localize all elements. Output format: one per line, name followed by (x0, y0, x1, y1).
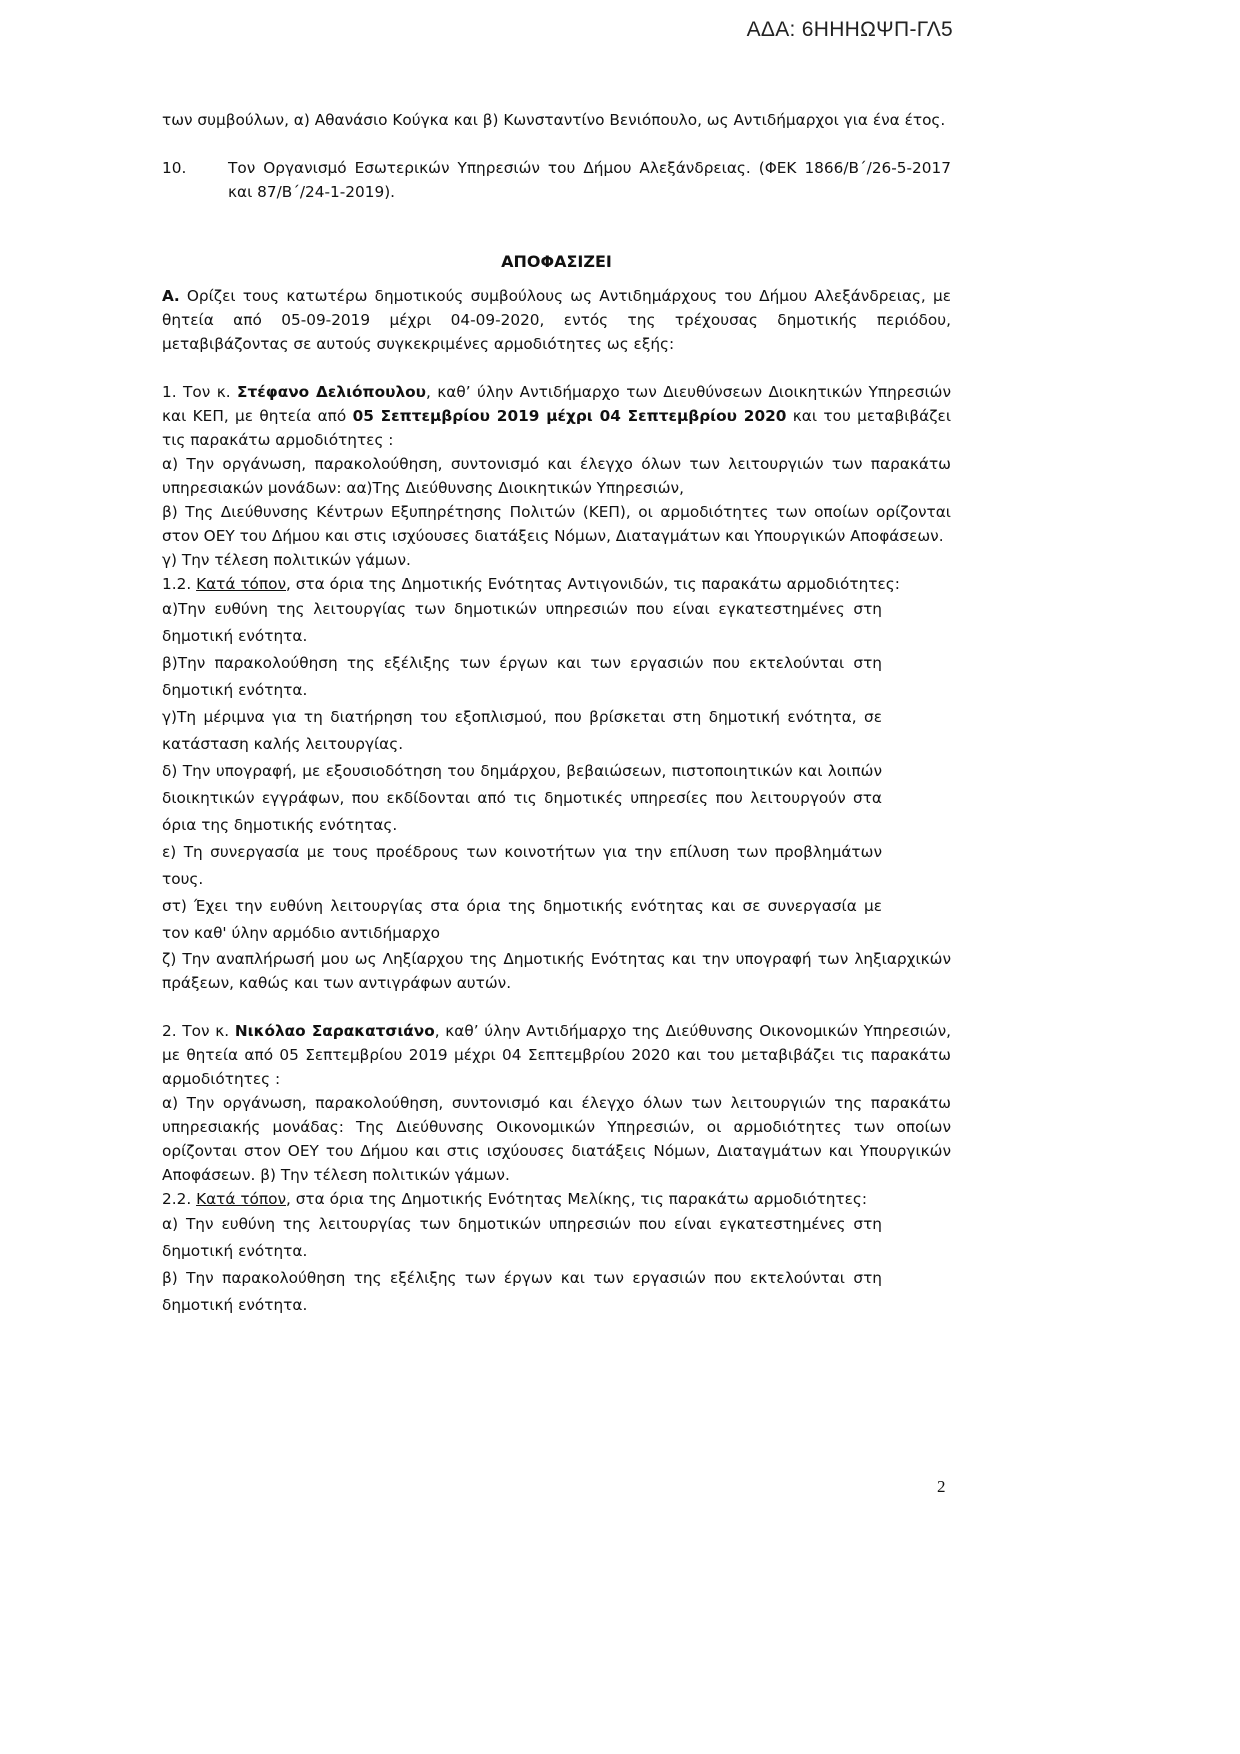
document-body (162, 108, 951, 1319)
section-2-intro (162, 1019, 951, 1091)
list-item: β) Την παρακολούθηση της εξέλιξης των έργων και των εργασιών που εκτελούνται στη δημοτική ενότητα. (162, 1269, 882, 1314)
section-1-2-text: , στα όρια της Δημοτικής Ενότητας Αντιγονιδών, τις παρακάτω αρμοδιότητες: (286, 575, 900, 593)
list-item: α) Την ευθύνη της λειτουργίας των δημοτικών υπηρεσιών που είναι εγκατεστημένες στη δημοτική ενότητα. (162, 1215, 882, 1260)
list-item: γ)Τη μέριμνα για τη διατήρηση του εξοπλισμού, που βρίσκεται στη δημοτική ενότητα, σε κατάσταση καλής λειτουργίας. (162, 708, 882, 753)
list-item: δ) Την υπογραφή, με εξουσιοδότηση του δημάρχου, βεβαιώσεων, πιστοποιητικών και λοιπών διοικητικών εγγράφων, που εκδίδονται από τις δημοτικές υπηρεσίες που λειτουργούν στα όρια της δημοτικής ενότητας. (162, 762, 882, 834)
section-1-term: 05 Σεπτεμβρίου 2019 μέχρι 04 Σεπτεμβρίου 2020 (352, 407, 787, 425)
decision-text: Ορίζει τους κατωτέρω δημοτικούς συμβούλους ως Αντιδημάρχους του Δήμου Αλεξάνδρειας, με θητεία από 05-09-2019 μέχρι 04-09-2020, εντός της τρέχουσας δημοτικής περιόδου, μεταβιβάζοντας σε αυτούς συγκεκριμένες αρμοδιότητες ως εξής: (162, 287, 951, 353)
section-1-2-list (162, 596, 882, 947)
section-2-2-intro (162, 1187, 951, 1211)
paragraph-councillors: των συμβούλων, α) Αθανάσιο Κούγκα και β) Κωνσταντίνο Βενιόπουλο, ως Αντιδήμαρχοι για ένα έτος. (162, 111, 946, 129)
list-item: στ) Έχει την ευθύνη λειτουργίας στα όρια της δημοτικής ενότητας και σε συνεργασία με τον καθ' ύλην αρμόδιο αντιδήμαρχο (162, 897, 882, 942)
section-1-role: , καθ’ ύλην Αντιδήμαρχο των Διευθύνσεων Διοικητικών Υπηρεσιών και ΚΕΠ, με θητεία από (162, 383, 951, 425)
section-2-2-number: 2.2. (162, 1190, 197, 1208)
section-2-2-list (162, 1211, 882, 1319)
ada-code: ΑΔΑ: 6ΗΗΗΩΨΠ-ΓΛ5 (746, 18, 953, 41)
section-1-intro (162, 380, 951, 452)
paragraph-decision-a (162, 284, 951, 356)
section-1-item-a: α) Την οργάνωση, παρακολούθηση, συντονισμό και έλεγχο όλων των λειτουργιών των παρακάτω υπηρεσιακών μονάδων: αα)Της Διεύθυνσης Διοικητικών Υπηρεσιών, (162, 455, 951, 497)
section-2-2-text: , στα όρια της Δημοτικής Ενότητας Μελίκης, τις παρακάτω αρμοδιότητες: (286, 1190, 868, 1208)
decision-heading: ΑΠΟΦΑΣΙΖΕΙ (501, 252, 612, 271)
section-1-item-c: γ) Την τέλεση πολιτικών γάμων. (162, 551, 411, 569)
section-2-item-a: α) Την οργάνωση, παρακολούθηση, συντονισμό και έλεγχο όλων των λειτουργιών της παρακάτω υπηρεσιακής μονάδας: Της Διεύθυνσης Οικονομικών Υπηρεσιών, οι αρμοδιότητες των οποίων ορίζονται στον ΟΕΥ του Δήμου και στις ισχύουσες διατάξεις Νόμων, Διαταγμάτων και Υπουργικών Αποφάσεων. β) Την τέλεση πολιτικών γάμων. (162, 1094, 951, 1184)
section-1-item-b: β) Της Διεύθυνσης Κέντρων Εξυπηρέτησης Πολιτών (ΚΕΠ), οι αρμοδιότητες των οποίων ορίζονται στον ΟΕΥ του Δήμου και στις ισχύουσες διατάξεις Νόμων, Διαταγμάτων και Υπουργικών Αποφάσεων. (162, 503, 951, 545)
item-text: Τον Οργανισμό Εσωτερικών Υπηρεσιών του Δήμου Αλεξάνδρειας. (ΦΕΚ 1866/Β΄/26-5-2017 και 87/Β΄/24-1-2019). (228, 159, 951, 201)
deputy-mayor-name-2: Νικόλαο Σαρακατσιάνο (234, 1022, 435, 1040)
section-1-suffix: και του μεταβιβάζει τις παρακάτω αρμοδιότητες : (162, 407, 952, 449)
item-number: 10. (162, 159, 187, 177)
section-1-2-underlined: Κατά τόπον (196, 575, 287, 593)
page-number: 2 (937, 1477, 946, 1496)
section-2-2-underlined: Κατά τόπον (196, 1190, 287, 1208)
decision-label: Α. (162, 287, 180, 305)
section-2-text: , καθ’ ύλην Αντιδήμαρχο της Διεύθυνσης Οικονομικών Υπηρεσιών, με θητεία από 05 Σεπτεμβρίου 2019 μέχρι 04 Σεπτεμβρίου 2020 και του μεταβιβάζει τις παρακάτω αρμοδιότητες : (162, 1022, 951, 1088)
paragraph-item-10 (162, 156, 951, 204)
section-1-prefix: 1. Τον κ. (162, 383, 238, 401)
deputy-mayor-name-1: Στέφανο Δελιόπουλου (237, 383, 426, 401)
list-item: α)Την ευθύνη της λειτουργίας των δημοτικών υπηρεσιών που είναι εγκατεστημένες στη δημοτική ενότητα. (162, 600, 882, 645)
list-item: ζ) Την αναπλήρωσή μου ως Ληξίαρχου της Δημοτικής Ενότητας και την υπογραφή των ληξιαρχικών πράξεων, καθώς και των αντιγράφων αυτών. (162, 950, 951, 992)
section-1-2-number: 1.2. (162, 575, 197, 593)
section-2-prefix: 2. Τον κ. (162, 1022, 235, 1040)
list-item: β)Την παρακολούθηση της εξέλιξης των έργων και των εργασιών που εκτελούνται στη δημοτική ενότητα. (162, 654, 882, 699)
section-1-2-intro (162, 572, 951, 596)
list-item: ε) Τη συνεργασία με τους προέδρους των κοινοτήτων για την επίλυση των προβλημάτων τους. (162, 843, 882, 888)
